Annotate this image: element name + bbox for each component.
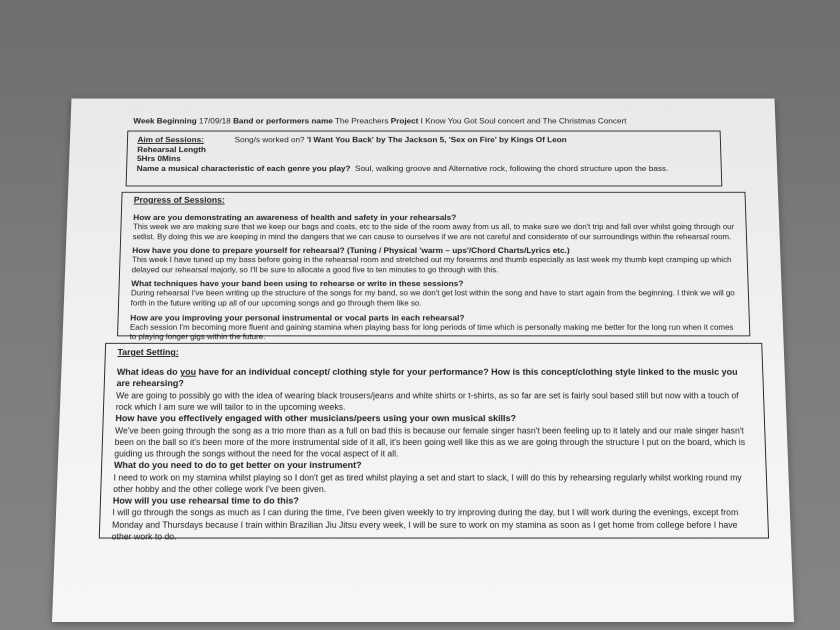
progress-box bbox=[117, 192, 750, 342]
genre-answer: Soul, walking groove and Alternative rock, following the chord structure upon the bass. bbox=[355, 163, 669, 173]
document-header bbox=[133, 116, 741, 125]
target-answer-4: I will go through the songs as much as I can during the time, I've been given weekly to try improving during the day, but I will work during the evenings, except from Monday and Thursdays because I train within Brazilian Jiu Jitsu every week, I will be sure to work on my stamina as soon as I get home from college before I have other work to do. bbox=[111, 507, 739, 542]
progress-question-4: How are you improving your personal instrumental or vocal parts in each rehearsal? bbox=[130, 312, 465, 322]
progress-title: Progress of Sessions: bbox=[133, 195, 225, 205]
rehearsal-length-label: Rehearsal Length bbox=[137, 144, 207, 154]
songs-prefix: Song/s worked on? bbox=[234, 135, 305, 145]
progress-question-3: What techniques have your band been using to rehearse or write in these sessions? bbox=[131, 279, 464, 289]
progress-answer-4: Each session I'm becoming more fluent and gaining stamina when playing bass for long periods of time which is personally making me better for the long run when it comes to playing longer gigs within the future. bbox=[129, 322, 734, 342]
band-value: The Preachers bbox=[334, 116, 389, 126]
progress-question-2: How have you done to prepare yourself for rehearsal? (Tuning / Physical 'warm – ups'/Chord Charts/Lyrics etc.) bbox=[132, 245, 570, 255]
project-label: Project bbox=[390, 116, 419, 126]
target-setting-box bbox=[99, 343, 769, 542]
genre-row bbox=[137, 163, 712, 172]
project-value: I Know You Got Soul concert and The Christmas Concert bbox=[420, 116, 627, 126]
paper-sheet bbox=[52, 98, 794, 622]
target-title: Target Setting: bbox=[117, 347, 179, 357]
progress-answer-1: This week we are making sure that we keep our bags and coats, etc to the side of the room away from us all, to make sure we don't trip and fall over whilst going through our setlist. By doing this we are keeping in mind the dangers that we can cause to ourselves if we are not careful and considerate of our surroundings within the rehearsal room. bbox=[132, 222, 735, 241]
band-label: Band or performers name bbox=[232, 116, 333, 126]
target-question-3: What do you need to do to get better on your instrument? bbox=[113, 460, 362, 471]
progress-answer-2: This week I have tuned up my bass before going in the rehearsal room and stretched out my forearms and thumb especially as last week my thumb kept cramping up which delayed our rehearsal majorly, so I'll be sure to allocate a good five to ten minutes to go through with this. bbox=[131, 255, 732, 274]
target-answer-3: I need to work on my stamina whilst playing so I don't get as tired whilst playing a set and start to slack, I will do this by rehearsing regularly whilst working round my other hobby and the other college work I've been given. bbox=[113, 472, 742, 494]
songs-value: 'I Want You Back' by The Jackson 5, 'Sex on Fire' by Kings Of Leon bbox=[306, 135, 567, 145]
target-question-1: What ideas do you have for an individual concept/ clothing style for your performance? How is this concept/clothing style linked to the music you are rehearsing? bbox=[116, 367, 738, 389]
aim-of-sessions-box bbox=[126, 131, 723, 187]
target-answer-2: We've been going through the song as a trio more than as a full on bad this is because our female singer hasn't been feeling up to it lately and our male singer hasn't been on the ball so it's been more of the more instrumental side of it all, it's been going well like this as we are going through the structure I put on the board, which is guiding us through the songs without the need for the vocal aspect of it all. bbox=[114, 425, 746, 459]
week-value: 17/09/18 bbox=[198, 116, 231, 126]
emphasis-you: you bbox=[179, 367, 197, 377]
target-question-4: How will you use rehearsal time to do this? bbox=[112, 495, 299, 506]
progress-answer-3: During rehearsal I've been writing up the structure of the songs for my band, so we don't get lost within the song and have to start again from the beginning. I think we will go forth in the future writing up all of our upcoming songs and go through them like so. bbox=[130, 289, 735, 308]
genre-question: Name a musical characteristic of each genre you play? bbox=[136, 163, 351, 173]
progress-question-1: How are you demonstrating an awareness of health and safety in your rehearsals? bbox=[133, 212, 457, 222]
target-question-2: How have you effectively engaged with other musicians/peers using your own musical skills? bbox=[115, 413, 517, 424]
rehearsal-length-value: 5Hrs 0Mins bbox=[136, 153, 181, 163]
target-answer-1: We are going to possibly go with the idea of wearing black trousers/jeans and white shirts or t-shirts, as so far are set is fairly soul based still but now with a touch of rock which I am sure we will tailor to in the upcoming weeks. bbox=[115, 390, 739, 412]
week-label: Week Beginning bbox=[133, 116, 197, 126]
aim-label: Aim of Sessions: bbox=[137, 135, 204, 145]
